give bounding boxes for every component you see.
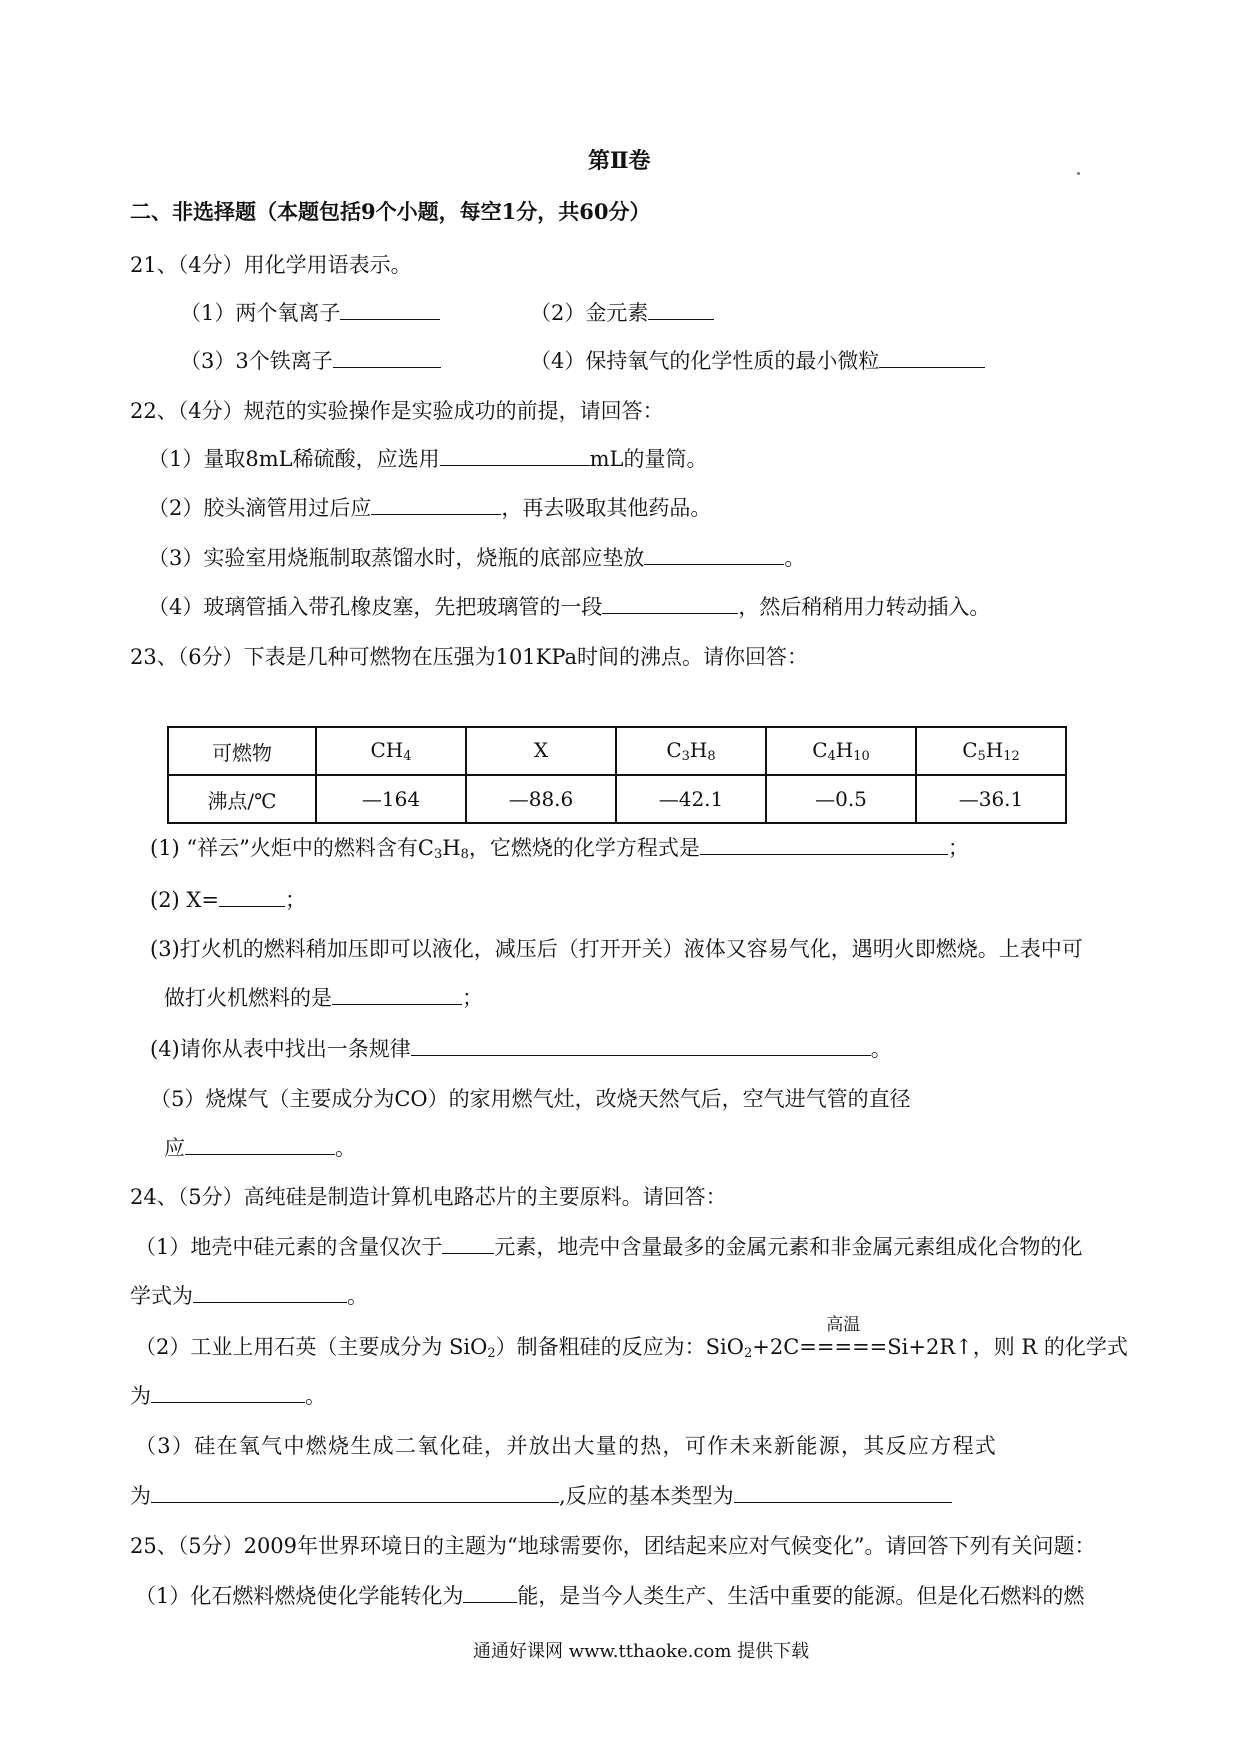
q22-part3 <box>148 543 805 573</box>
q22-part1-text-b: mL的量筒。 <box>589 447 708 471</box>
q24-stem: 24、（5分）高纯硅是制造计算机电路芯片的主要原料。请回答： <box>130 1185 727 1209</box>
answer-blank[interactable] <box>411 1035 871 1056</box>
answer-blank[interactable] <box>151 1382 305 1403</box>
answer-blank[interactable] <box>879 347 985 368</box>
q23-part1-text-m: H <box>442 836 461 860</box>
subscript: 2 <box>743 1346 753 1361</box>
table-row-fuels <box>168 727 1066 775</box>
answer-blank[interactable] <box>440 445 590 466</box>
q21-part3-text: （3）3个铁离子 <box>180 349 333 373</box>
q21-part4 <box>530 346 985 376</box>
answer-blank[interactable] <box>602 593 738 614</box>
q22-part2 <box>148 493 711 523</box>
q23-part4 <box>150 1034 892 1064</box>
answer-blank[interactable] <box>333 347 441 368</box>
section-heading: 二、非选择题（本题包括9个小题，每空1分，共60分） <box>130 199 651 224</box>
condition-label: 高温 <box>826 1315 861 1335</box>
bp-cell: —36.1 <box>916 775 1066 823</box>
q24-part2-text-c: +2C <box>752 1335 800 1359</box>
fuel-cell: $C_4H_{10}$ <box>766 727 916 775</box>
answer-blank[interactable] <box>151 1482 559 1503</box>
q24-part2-line1 <box>135 1315 1128 1369</box>
subscript: 3 <box>433 847 443 862</box>
q24-part2-line2 <box>130 1381 326 1411</box>
q24-part1-text-c: 学式为 <box>130 1284 193 1308</box>
table-header-fuel: 可燃物 <box>168 727 316 775</box>
answer-blank[interactable] <box>463 1582 517 1603</box>
q23-part5-line2 <box>164 1133 356 1163</box>
q23-part3-line1: (3)打火机的燃料稍加压即可以液化，减压后（打开开关）液体又容易气化，遇明火即燃烧。上表中可 <box>150 937 1083 961</box>
answer-blank[interactable] <box>644 544 784 565</box>
q21-part2-text: （2）金元素 <box>530 301 649 325</box>
q23-part1 <box>150 833 969 870</box>
answer-blank[interactable] <box>371 494 501 515</box>
q22-part3-text-a: （3）实验室用烧瓶制取蒸馏水时，烧瓶的底部应垫放 <box>148 546 645 570</box>
q24-part2-text-a: （2）工业上用石英（主要成分为 SiO <box>135 1335 488 1359</box>
answer-blank[interactable] <box>648 299 714 320</box>
q23-part5-line1: （5）烧煤气（主要成分为CO）的家用燃气灶，改烧天然气后，空气进气管的直径 <box>150 1087 911 1111</box>
answer-blank[interactable] <box>442 1233 494 1254</box>
q22-part4-text-b: ，然后稍稍用力转动插入。 <box>738 595 991 619</box>
q23-part1-text-c: ； <box>947 836 969 860</box>
q22-part4 <box>148 592 990 622</box>
q24-part3-line1: （3）硅在氧气中燃烧生成二氧化硅，并放出大量的热，可作未来新能源，其反应方程式 <box>135 1434 998 1458</box>
bp-cell: —164 <box>316 775 466 823</box>
q23-part3-text-b: 做打火机燃料的是 <box>164 986 332 1010</box>
page-footer: 通通好课网 www.tthaoke.com 提供下载 <box>473 1641 810 1662</box>
fuel-cell: $C_5H_{12}$ <box>916 727 1066 775</box>
table-header-bp: 沸点/℃ <box>168 775 316 823</box>
q23-part3-text-c: ； <box>462 986 483 1010</box>
q23-stem: 23、（6分）下表是几种可燃物在压强为101KPa时间的沸点。请你回答： <box>130 645 809 669</box>
q21-part1-text: （1）两个氧离子 <box>180 301 341 325</box>
q23-part5-text-b: 应 <box>164 1136 185 1160</box>
q22-part1 <box>148 444 707 474</box>
answer-blank[interactable] <box>700 834 948 855</box>
q24-part3-line2 <box>130 1481 952 1511</box>
q23-part2 <box>150 885 306 915</box>
q24-part2-text-d: Si+2R↑，则 R 的化学式 <box>887 1335 1128 1359</box>
q24-part1-line1 <box>135 1232 1082 1262</box>
q24-part3-text-b: 为 <box>130 1484 151 1508</box>
answer-blank[interactable] <box>332 984 462 1005</box>
q24-part2-text-f: 。 <box>305 1384 326 1408</box>
fuel-cell: $C_3H_8$ <box>616 727 766 775</box>
q23-part3-line2 <box>164 983 483 1013</box>
q21-part4-text: （4）保持氧气的化学性质的最小微粒 <box>530 349 880 373</box>
q22-part2-text-b: ，再去吸取其他药品。 <box>501 496 712 520</box>
q23-part1-text-a: (1) “祥云”火炬中的燃料含有C <box>150 836 434 860</box>
q22-part1-text-a: （1）量取8mL稀硫酸，应选用 <box>148 447 440 471</box>
q23-part4-text-a: (4)请你从表中找出一条规律 <box>150 1037 411 1061</box>
q22-part3-text-b: 。 <box>784 546 806 570</box>
q21-stem: 21、（4分）用化学用语表示。 <box>130 253 412 277</box>
page-title: 第Ⅱ卷 <box>588 148 651 174</box>
q23-part2-text-a: (2) X= <box>150 888 219 912</box>
q25-part1-text-a: （1）化石燃料燃烧使化学能转化为 <box>135 1584 464 1608</box>
bp-cell: —0.5 <box>766 775 916 823</box>
subscript: 2 <box>487 1346 496 1361</box>
q21-part2 <box>530 298 714 328</box>
q24-part1-text-b: 元素，地壳中含量最多的金属元素和非金属元素组成化合物的化 <box>494 1235 1083 1259</box>
answer-blank[interactable] <box>734 1482 952 1503</box>
q23-part2-text-b: ； <box>284 888 306 912</box>
q24-part2-text-e: 为 <box>130 1384 151 1408</box>
q25-stem: 25、（5分）2009年世界环境日的主题为“地球需要你，团结起来应对气候变化”。请回答下列有关问题： <box>130 1534 1096 1558</box>
q24-part1-text-a: （1）地壳中硅元素的含量仅次于 <box>135 1235 443 1259</box>
q24-part1-line2 <box>130 1281 368 1311</box>
q22-part4-text-a: （4）玻璃管插入带孔橡皮塞，先把玻璃管的一段 <box>148 595 603 619</box>
q21-part3 <box>180 346 441 376</box>
answer-blank[interactable] <box>193 1282 347 1303</box>
q23-part4-text-b: 。 <box>870 1037 892 1061</box>
answer-blank[interactable] <box>340 299 440 320</box>
scan-dot <box>1077 172 1080 175</box>
q23-part5-text-c: 。 <box>335 1136 356 1160</box>
q23-part1-text-b: ，它燃烧的化学方程式是 <box>468 836 700 860</box>
answer-blank[interactable] <box>185 1134 335 1155</box>
q25-part1 <box>135 1581 1084 1611</box>
subscript: 8 <box>460 847 469 862</box>
table-row-boiling-points <box>168 775 1066 823</box>
q21-part1 <box>180 298 440 328</box>
bp-cell: —42.1 <box>616 775 766 823</box>
q24-part2-text-b: ）制备粗硅的反应为：SiO <box>495 1335 744 1359</box>
q22-part2-text-a: （2）胶头滴管用过后应 <box>148 496 372 520</box>
q24-part1-text-d: 。 <box>347 1284 368 1308</box>
q24-part3-text-c: ,反应的基本类型为 <box>559 1484 734 1508</box>
answer-blank[interactable] <box>219 886 285 907</box>
q25-part1-text-b: 能，是当今人类生产、生活中重要的能源。但是化石燃料的燃 <box>517 1584 1085 1608</box>
fuel-cell: X <box>466 727 616 775</box>
fuel-cell: $CH_4$ <box>316 727 466 775</box>
q22-stem: 22、（4分）规范的实验操作是实验成功的前提，请回答： <box>130 399 664 423</box>
bp-cell: —88.6 <box>466 775 616 823</box>
boiling-point-table <box>167 726 1067 824</box>
reaction-arrow: ===== <box>799 1335 888 1359</box>
reaction-condition <box>799 1315 888 1362</box>
